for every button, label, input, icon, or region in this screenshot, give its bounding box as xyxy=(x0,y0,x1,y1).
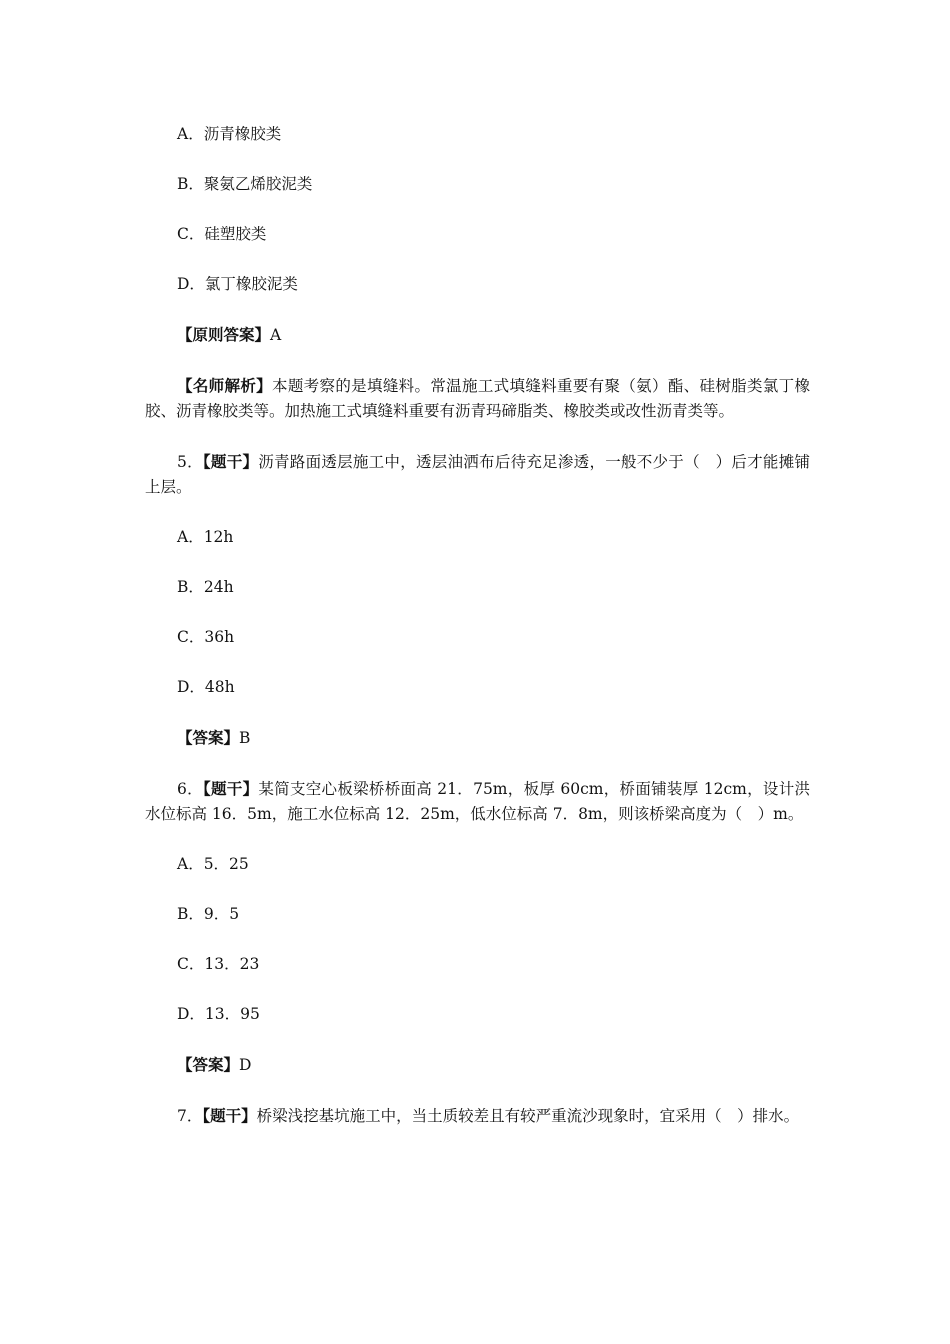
paragraph-text: A．沥青橡胶类 xyxy=(177,125,282,143)
paragraph-text: C．13．23 xyxy=(177,955,260,973)
paragraph-text: B xyxy=(239,729,251,747)
section-label: 【答案】 xyxy=(177,1055,240,1074)
section-label: 【题干】 xyxy=(202,779,259,798)
paragraph-text: 桥梁浅挖基坑施工中，当土质较差且有较严重流沙现象时，宜采用（ ）排水。 xyxy=(256,1107,800,1125)
paragraph xyxy=(145,625,810,650)
paragraph xyxy=(145,902,810,927)
paragraph xyxy=(145,172,810,197)
section-label: 【题干】 xyxy=(202,1106,257,1125)
section-label: 【原则答案】 xyxy=(177,325,271,344)
paragraph-text: 某简支空心板梁桥桥面高 21．75m，板厚 60cm，桥面铺装厚 12cm，设计洪水位标高 16．5m，施工水位标高 12．25m，低水位标高 7．8m，则该桥梁高度为（ ）m。 xyxy=(145,780,810,823)
paragraph-text: D xyxy=(239,1056,252,1074)
section-label: 【名师解析】 xyxy=(177,376,272,395)
paragraph-text: A．5．25 xyxy=(177,855,249,873)
paragraph xyxy=(145,852,810,877)
paragraph xyxy=(145,122,810,147)
paragraph xyxy=(145,373,810,424)
paragraph-text: 本题考察的是填缝料。常温施工式填缝料重要有聚（氨）酯、硅树脂类氯丁橡胶、沥青橡胶类等。加热施工式填缝料重要有沥青玛碲脂类、橡胶类或改性沥青类等。 xyxy=(145,377,810,420)
section-label: 【题干】 xyxy=(202,452,259,471)
paragraph xyxy=(145,272,810,297)
paragraph xyxy=(145,952,810,977)
paragraph-text: A xyxy=(270,326,282,344)
paragraph xyxy=(145,1103,810,1129)
paragraph xyxy=(145,222,810,247)
paragraph-text: D．氯丁橡胶泥类 xyxy=(177,275,298,293)
paragraph xyxy=(145,675,810,700)
question-number: 6． xyxy=(177,780,203,798)
paragraph xyxy=(145,449,810,500)
paragraph-text: B．聚氨乙烯胶泥类 xyxy=(177,175,313,193)
question-number: 7． xyxy=(177,1107,203,1125)
paragraph-text: C．36h xyxy=(177,628,235,646)
paragraph-text: B．24h xyxy=(177,578,234,596)
paragraph xyxy=(145,322,810,348)
section-label: 【答案】 xyxy=(177,728,240,747)
question-number: 5． xyxy=(177,453,203,471)
paragraph xyxy=(145,1052,810,1078)
paragraph xyxy=(145,725,810,751)
paragraph xyxy=(145,575,810,600)
paragraph-text: A．12h xyxy=(177,528,234,546)
paragraph-text: D．13．95 xyxy=(177,1005,260,1023)
paragraph-text: D．48h xyxy=(177,678,235,696)
paragraph-text: B．9．5 xyxy=(177,905,240,923)
paragraph xyxy=(145,1002,810,1027)
paragraph-text: 沥青路面透层施工中，透层油洒布后待充足渗透，一般不少于（ ）后才能摊铺上层。 xyxy=(145,453,810,496)
document-page xyxy=(145,122,810,1154)
paragraph xyxy=(145,525,810,550)
paragraph-text: C．硅塑胶类 xyxy=(177,225,267,243)
paragraph xyxy=(145,776,810,827)
